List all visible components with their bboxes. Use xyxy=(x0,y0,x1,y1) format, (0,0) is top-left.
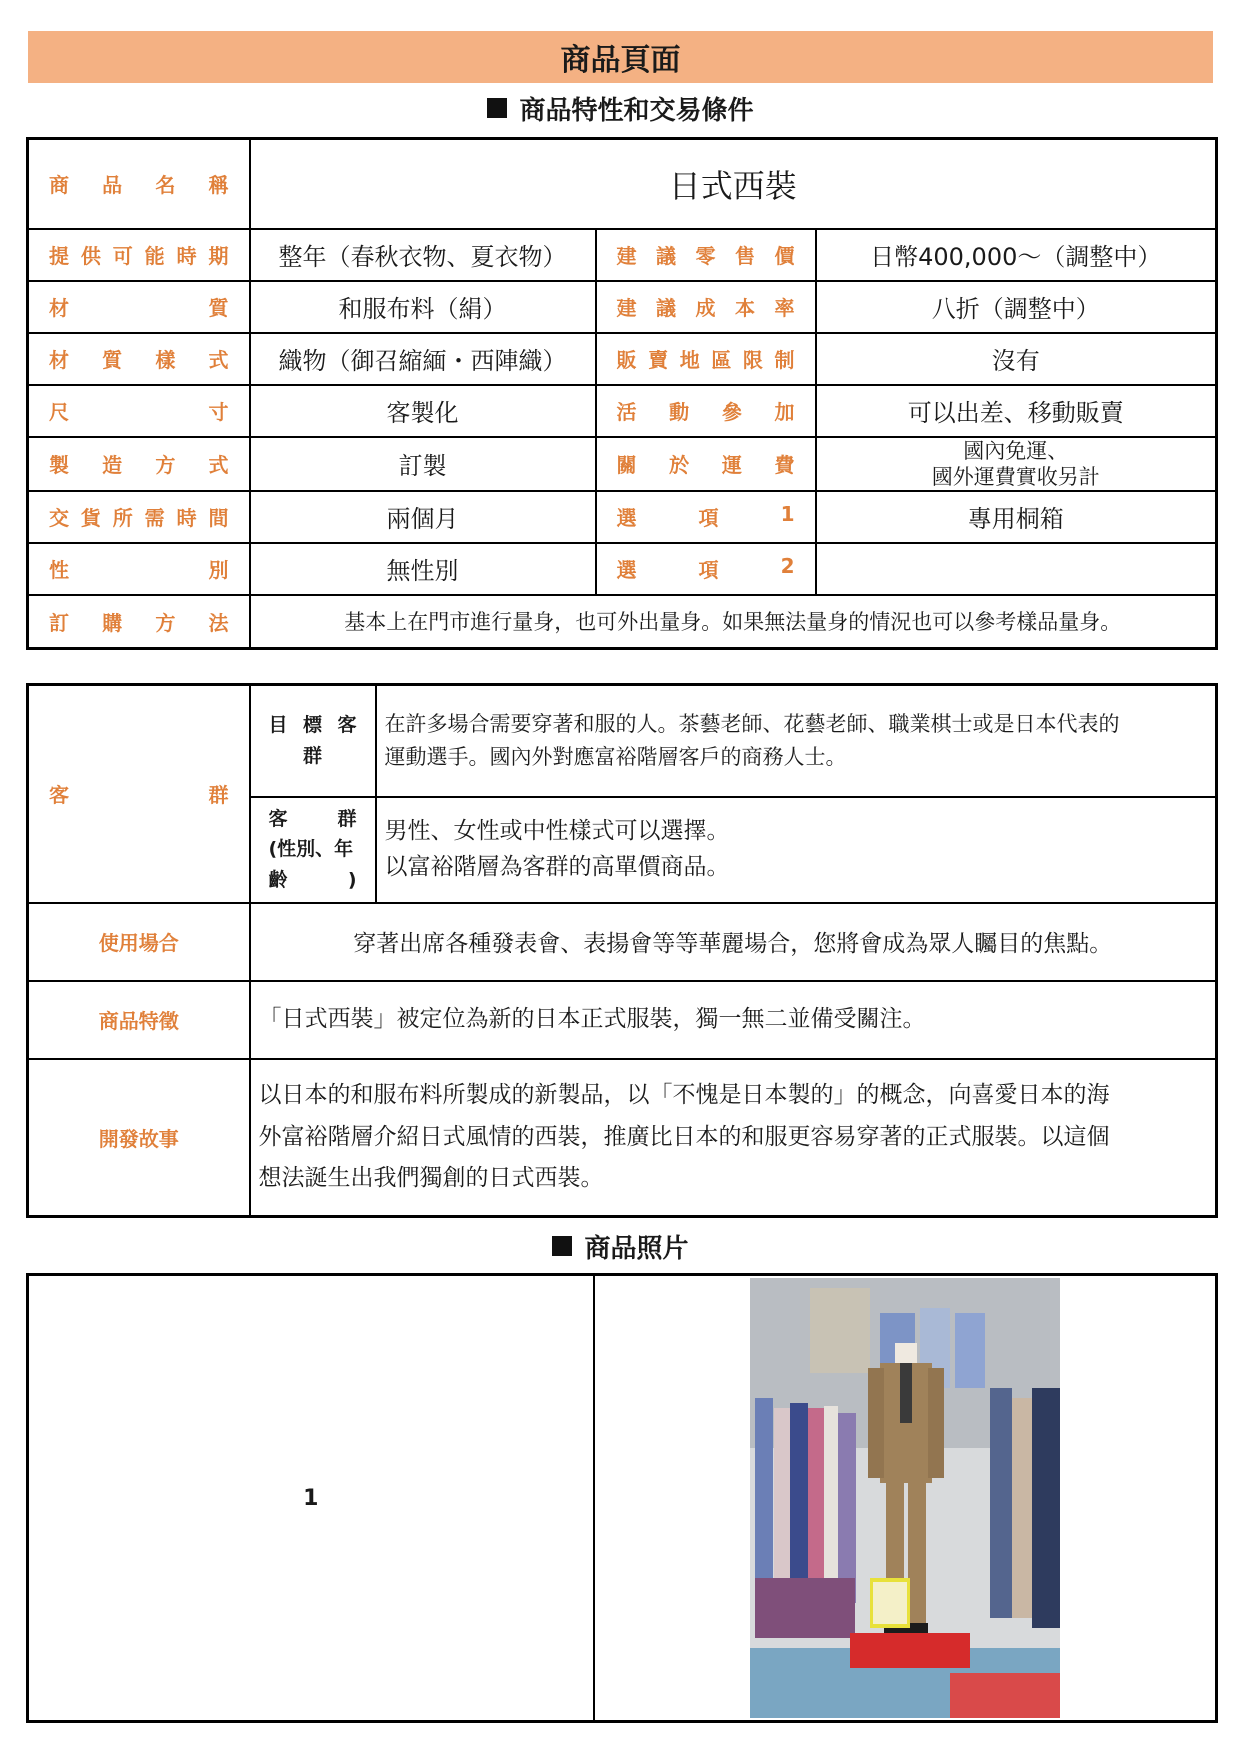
label-char: 1 xyxy=(780,502,795,526)
usage-label: 使用場合 xyxy=(28,903,250,981)
label-char: 選 xyxy=(616,506,637,530)
label-char: 選 xyxy=(616,558,637,582)
label-char: 關 xyxy=(616,453,637,477)
product-photo xyxy=(750,1278,1060,1718)
label-char: 稱 xyxy=(208,173,229,198)
spec-label xyxy=(596,437,816,491)
label-char: 方 xyxy=(155,453,176,477)
spec-value: 訂製 xyxy=(250,437,596,491)
label-char: 建 xyxy=(616,244,637,268)
label-char: 交 xyxy=(49,506,69,530)
photo-table xyxy=(26,1273,1218,1723)
label-char: 運 xyxy=(721,453,742,477)
product-name-label xyxy=(28,139,250,229)
label-char: 製 xyxy=(49,453,69,477)
square-bullet-icon xyxy=(487,98,507,118)
label-char: 材 xyxy=(49,296,69,320)
spec-value: 八折（調整中） xyxy=(816,281,1217,333)
label-char: 時 xyxy=(176,244,197,268)
label-char: 能 xyxy=(144,244,165,268)
page-title: 商品頁面 xyxy=(28,31,1213,83)
label-char: 供 xyxy=(80,244,101,268)
spec-label xyxy=(28,437,250,491)
label-char: 限 xyxy=(742,348,763,372)
label-char: 本 xyxy=(735,296,755,320)
spec-value: 織物（御召縮緬・西陣織） xyxy=(250,333,596,385)
label-char: 成 xyxy=(695,296,716,320)
customer-label xyxy=(28,685,250,903)
spec-label xyxy=(28,385,250,437)
label-char: 賣 xyxy=(648,348,669,372)
spec-row xyxy=(28,229,1217,281)
photo-cell xyxy=(594,1275,1217,1722)
spec-label xyxy=(28,229,250,281)
shipping-line-2: 國外運費實收另計 xyxy=(931,464,1100,489)
label-char: 式 xyxy=(208,453,229,477)
section-heading-label: 商品照片 xyxy=(584,1233,689,1264)
spec-row xyxy=(28,491,1217,543)
label-char: 客 xyxy=(337,714,357,737)
label-char: 於 xyxy=(669,453,690,477)
label-char: 樣 xyxy=(155,348,176,372)
label-char: 動 xyxy=(669,400,690,424)
label-char: 加 xyxy=(774,400,795,424)
suit-mannequin-photo xyxy=(750,1278,1060,1718)
spec-value: 和服布料（絹） xyxy=(250,281,596,333)
spec-table xyxy=(26,137,1218,650)
label-char: 率 xyxy=(774,296,795,320)
label-char: ) xyxy=(347,868,357,891)
label-char: 地 xyxy=(679,348,700,372)
spec-label xyxy=(596,333,816,385)
spec-row xyxy=(28,333,1217,385)
label-char: 質 xyxy=(208,296,229,320)
label-char: 客 xyxy=(49,783,69,808)
feature-value: 「日式西裝」被定位為新的日本正式服裝，獨一無二並備受關注。 xyxy=(250,981,1217,1059)
spec-label xyxy=(28,281,250,333)
label-char: 議 xyxy=(656,296,676,320)
target-customer-value: 在許多場合需要穿著和服的人。茶藝老師、花藝老師、職業棋士或是日本代表的 運動選手。國內外對應富裕階層客戶的商務人士。 xyxy=(376,685,1217,797)
spec-label xyxy=(596,281,816,333)
label-char: 材 xyxy=(49,348,69,372)
label-char: 間 xyxy=(208,506,229,530)
label-char: 目 xyxy=(268,714,288,737)
customer-table xyxy=(26,683,1218,1218)
label-char: 參 xyxy=(721,400,742,424)
label-char: 價 xyxy=(774,244,795,268)
spec-label xyxy=(28,333,250,385)
label-char: 方 xyxy=(155,610,176,635)
label-char: 寸 xyxy=(208,400,229,424)
segment-label: 客 群 (性別、年 齡 ) xyxy=(250,797,376,903)
label-char: 群 xyxy=(337,807,357,830)
spec-value xyxy=(816,437,1217,491)
label-char: 性 xyxy=(49,558,69,582)
label-char: 質 xyxy=(102,348,123,372)
spec-value: 日幣400,000～（調整中） xyxy=(816,229,1217,281)
story-value: 以日本的和服布料所製成的新製品，以「不愧是日本製的」的概念，向喜愛日本的海 外富裕階層介紹日式風情的西裝，推廣比日本的和服更容易穿著的正式服裝。以這個 想法誕生出我們獨創的日式西裝。 xyxy=(250,1059,1217,1217)
spec-value: 無性別 xyxy=(250,543,596,595)
label-char: 商 xyxy=(49,173,69,198)
spec-label xyxy=(28,543,250,595)
square-bullet-icon xyxy=(552,1236,572,1256)
spec-value: 兩個月 xyxy=(250,491,596,543)
section-heading-photos xyxy=(28,1226,1213,1266)
label-char: 項 xyxy=(698,558,719,582)
order-method-value: 基本上在門市進行量身，也可外出量身。如果無法量身的情況也可以參考樣品量身。 xyxy=(250,595,1217,649)
label-char: 名 xyxy=(155,173,176,198)
label-char: 貨 xyxy=(80,506,101,530)
label-char: 期 xyxy=(208,244,229,268)
label-char: 法 xyxy=(208,610,229,635)
label-char: 議 xyxy=(656,244,676,268)
label-char: 群 xyxy=(208,783,229,808)
spec-value xyxy=(816,543,1217,595)
label-char: 項 xyxy=(698,506,719,530)
feature-label: 商品特徵 xyxy=(28,981,250,1059)
label-char: 造 xyxy=(102,453,123,477)
label-char: 售 xyxy=(735,244,755,268)
label-char: 2 xyxy=(780,554,795,578)
label-char: 品 xyxy=(102,173,123,198)
label-char: 標 xyxy=(302,714,322,737)
label-char: 式 xyxy=(208,348,229,372)
label-char: 訂 xyxy=(49,610,69,635)
label-char: 活 xyxy=(616,400,637,424)
spec-label xyxy=(596,543,816,595)
label-char: 費 xyxy=(774,453,795,477)
label-char: 零 xyxy=(695,244,716,268)
spec-label xyxy=(596,491,816,543)
target-customer-label: 目 標 客 群 xyxy=(250,685,376,797)
label-char: 別 xyxy=(208,558,229,582)
label-char: 販 xyxy=(616,348,637,372)
label-char: 可 xyxy=(112,244,133,268)
order-method-label xyxy=(28,595,250,649)
segment-value: 男性、女性或中性樣式可以選擇。 以富裕階層為客群的高單價商品。 xyxy=(376,797,1217,903)
label-char: 需 xyxy=(144,506,165,530)
label-char: 購 xyxy=(102,610,123,635)
spec-row xyxy=(28,281,1217,333)
spec-row xyxy=(28,385,1217,437)
spec-value: 沒有 xyxy=(816,333,1217,385)
label-char: 建 xyxy=(616,296,637,320)
spec-label xyxy=(596,229,816,281)
spec-row xyxy=(28,437,1217,491)
usage-value: 穿著出席各種發表會、表揚會等等華麗場合，您將會成為眾人矚目的焦點。 xyxy=(250,903,1217,981)
label-char: 區 xyxy=(711,348,732,372)
label-char: 提 xyxy=(49,244,69,268)
section-heading-spec xyxy=(28,88,1213,128)
shipping-line-1: 國內免運、 xyxy=(963,438,1069,463)
label-char: 齡 xyxy=(268,868,288,891)
spec-label xyxy=(596,385,816,437)
spec-value: 可以出差、移動販賣 xyxy=(816,385,1217,437)
label-char: 客 xyxy=(268,807,288,830)
label-char: 所 xyxy=(112,506,133,530)
spec-row xyxy=(28,543,1217,595)
section-heading-label: 商品特性和交易條件 xyxy=(519,95,754,126)
spec-value: 專用桐箱 xyxy=(816,491,1217,543)
label-char: 時 xyxy=(176,506,197,530)
spec-label xyxy=(28,491,250,543)
product-name: 日式西裝 xyxy=(250,139,1217,229)
label-char: 制 xyxy=(774,348,795,372)
story-label: 開發故事 xyxy=(28,1059,250,1217)
photo-number: 1 xyxy=(28,1275,594,1722)
spec-value: 整年（春秋衣物、夏衣物） xyxy=(250,229,596,281)
spec-value: 客製化 xyxy=(250,385,596,437)
label-char: 尺 xyxy=(49,400,69,424)
